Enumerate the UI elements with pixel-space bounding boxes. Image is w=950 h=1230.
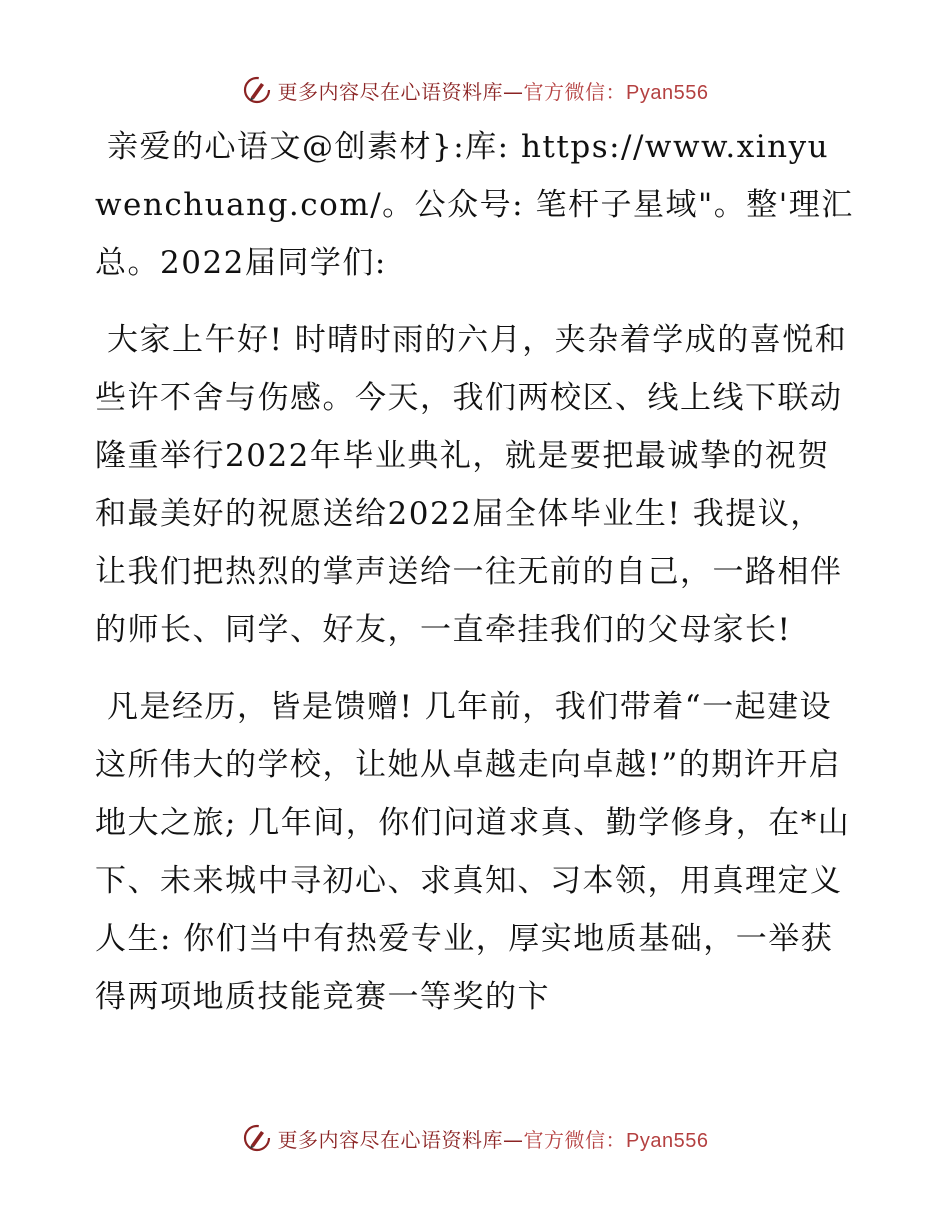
footer-wechat-text: 官方微信：Pyan556 <box>523 1129 709 1152</box>
header-wechat-text: 官方微信：Pyan556 <box>523 81 709 104</box>
paragraph-experience: 凡是经历，皆是馈赠! 几年前，我们带着“一起建设这所伟大的学校，让她从卓越走向卓越!”的期许开启地大之旅; 几年间，你们问道求真、勤学修身，在*山下、未来城中寻初心、求真知、习本领，用真理定义人生: 你们当中有热爱专业，厚实地质基础，一举获得两项地质技能竞赛一等奖的卞 <box>95 689 851 1015</box>
paragraph-greeting: 大家上午好! 时晴时雨的六月，夹杂着学成的喜悦和些许不舍与伤感。今天，我们两校区、线上线下联动隆重举行2022年毕业典礼，就是要把最诚挚的祝贺和最美好的祝愿送给2022届全体毕业生! 我提议，让我们把热烈的掌声送给一往无前的自己，一路相伴的师长、同学、好友，一直牵挂我们的父母家长! <box>95 322 848 648</box>
footer-banner <box>0 1118 950 1158</box>
header-banner-text <box>278 76 709 105</box>
header-library-text: 更多内容尽在心语资料库— <box>277 79 524 104</box>
header-banner <box>0 70 950 110</box>
document-body <box>95 118 855 1045</box>
pen-logo-icon <box>242 1123 272 1153</box>
paragraph-intro: 亲爱的心语文@创素材}:库: https://www.xinyuwenchuang.com/。公众号: 笔杆子星域"。整'理汇总。2022届同学们: <box>95 129 854 281</box>
footer-banner-text <box>278 1124 709 1153</box>
pen-logo-icon <box>242 75 272 105</box>
footer-library-text: 更多内容尽在心语资料库— <box>277 1127 524 1152</box>
